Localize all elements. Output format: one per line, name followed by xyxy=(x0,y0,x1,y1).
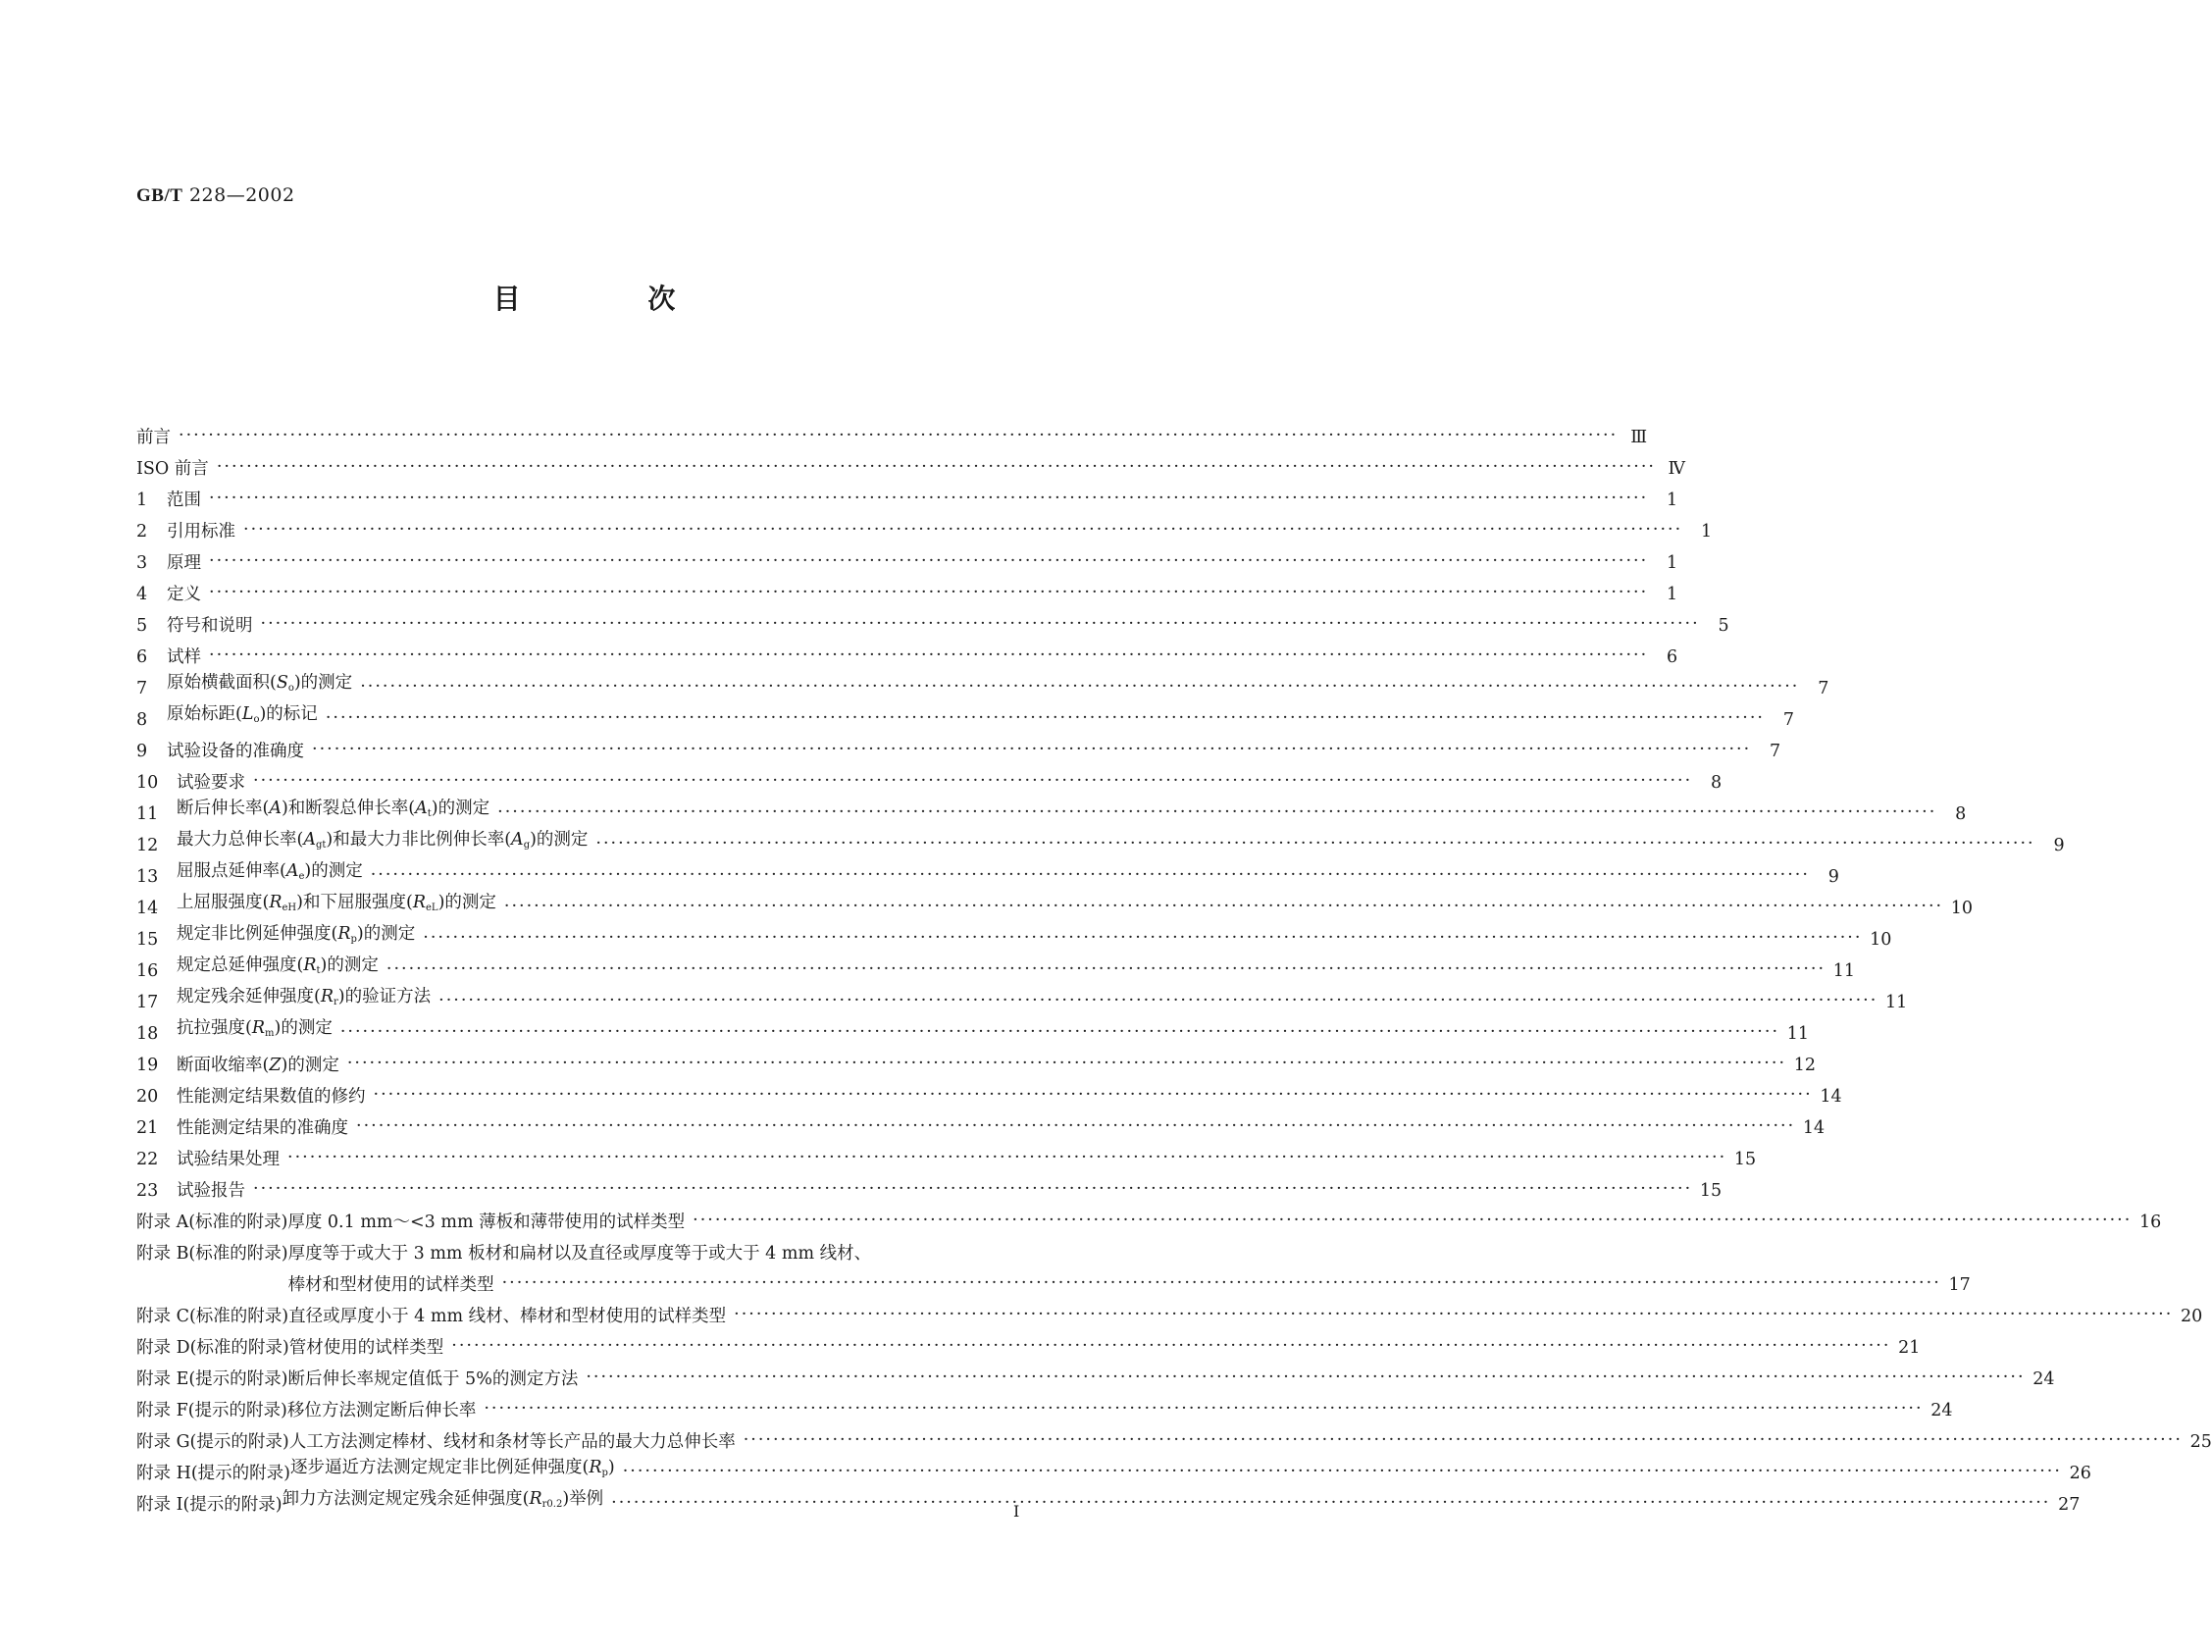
section-number: 4 xyxy=(136,585,148,604)
entry-text: 试样 xyxy=(167,647,201,667)
entry-text: 卸力方法测定规定残余延伸强度( xyxy=(282,1489,530,1509)
toc-entry[interactable] xyxy=(136,1081,1842,1112)
toc-entry[interactable] xyxy=(136,704,1794,736)
annex-title-line1: 厚度等于或大于 3 mm 板材和扁材以及直径或厚度等于或大于 4 mm 线材、 xyxy=(287,1244,872,1264)
annex-entry[interactable] xyxy=(136,1489,2081,1521)
annex-entry[interactable] xyxy=(136,1364,2055,1395)
page-ref: 1 xyxy=(1667,553,1678,573)
annex-entry[interactable] xyxy=(136,1301,2203,1332)
section-number: 3 xyxy=(136,553,148,573)
annex-label: 附录 D(标准的附录) xyxy=(136,1338,289,1358)
section-title xyxy=(167,547,201,579)
entry-text: 前言 xyxy=(136,428,171,447)
page-ref: 14 xyxy=(1820,1087,1842,1107)
page-ref: 10 xyxy=(1950,899,1974,918)
section-title xyxy=(177,1012,333,1050)
toc-entry[interactable] xyxy=(136,453,1685,485)
symbol-subscript: g xyxy=(523,840,531,851)
annex-title xyxy=(288,1301,726,1332)
entry-text: ) xyxy=(607,1458,615,1477)
dot-leader xyxy=(217,451,1656,483)
section-title xyxy=(167,485,201,516)
toc-entry[interactable] xyxy=(136,736,1781,767)
toc-entry[interactable] xyxy=(136,422,1648,453)
annex-label: 附录 E(提示的附录) xyxy=(136,1369,288,1389)
dot-leader xyxy=(371,859,1810,891)
symbol-subscript: o xyxy=(287,683,294,694)
section-number: 19 xyxy=(136,1056,159,1075)
entry-text: )的测定 xyxy=(437,893,496,912)
entry-text: 逐步逼近方法测定规定非比例延伸强度( xyxy=(289,1458,590,1477)
section-number: 18 xyxy=(136,1024,159,1044)
dot-leader xyxy=(326,702,1765,734)
entry-text: 屈服点延伸率( xyxy=(177,861,286,881)
dot-leader xyxy=(253,1173,1692,1205)
symbol-subscript: p xyxy=(350,934,357,945)
section-number: 20 xyxy=(136,1087,159,1107)
entry-text: )的测定 xyxy=(356,924,416,944)
entry-text: )的验证方法 xyxy=(337,987,432,1007)
section-title xyxy=(167,579,201,610)
annex-label: 附录 G(提示的附录) xyxy=(136,1432,289,1452)
symbol-subscript: t xyxy=(316,965,321,976)
symbol: R xyxy=(303,955,317,975)
page-ref: 14 xyxy=(1802,1118,1826,1138)
entry-text: )和最大力非比例伸长率( xyxy=(326,830,512,850)
symbol: S xyxy=(276,673,288,693)
entry-text: 规定残余延伸强度( xyxy=(177,987,321,1007)
symbol: A xyxy=(415,799,428,818)
dot-leader xyxy=(693,1205,2132,1236)
dot-leader xyxy=(243,514,1682,545)
page-ref: 21 xyxy=(1898,1338,1921,1358)
dot-leader xyxy=(502,1267,1941,1299)
dot-leader xyxy=(611,1487,2050,1519)
dot-leader xyxy=(347,1048,1786,1079)
entry-text: 原始标距( xyxy=(167,704,242,724)
annex-title-line2-row xyxy=(288,1269,1971,1301)
annex-title xyxy=(288,1364,579,1395)
dot-leader xyxy=(340,1016,1779,1048)
page-ref: Ⅲ xyxy=(1630,428,1648,447)
section-number: 5 xyxy=(136,616,148,636)
section-title xyxy=(167,610,253,642)
dot-leader xyxy=(497,797,1936,828)
page-ref: 8 xyxy=(1711,773,1723,793)
entry-text: 断面收缩率( xyxy=(177,1056,270,1075)
annex-title-line2: 棒材和型材使用的试样类型 xyxy=(287,1275,494,1295)
section-number: 8 xyxy=(136,710,148,730)
symbol: Z xyxy=(269,1056,282,1075)
entry-text: ISO 前言 xyxy=(136,459,209,479)
entry-text: 试验报告 xyxy=(177,1181,245,1201)
section-number: 23 xyxy=(136,1181,159,1201)
dot-leader xyxy=(504,891,1943,922)
annex-label: 附录 C(标准的附录) xyxy=(136,1307,289,1326)
table-of-contents xyxy=(136,422,2212,1521)
dot-leader xyxy=(484,1393,1923,1424)
entry-text: 直径或厚度小于 4 mm 线材、棒材和型材使用的试样类型 xyxy=(288,1307,727,1326)
entry-text: 规定非比例延伸强度( xyxy=(177,924,338,944)
page-ref: 11 xyxy=(1832,961,1856,981)
section-number: 6 xyxy=(136,647,148,667)
toc-entry[interactable] xyxy=(136,579,1678,610)
toc-entry[interactable] xyxy=(136,1050,1817,1081)
page-ref: 20 xyxy=(2181,1307,2203,1326)
page-ref: 1 xyxy=(1667,585,1678,604)
symbol: A xyxy=(269,799,282,818)
symbol-subscript: gt xyxy=(315,840,327,851)
section-title xyxy=(167,698,318,736)
page-ref: 24 xyxy=(2032,1369,2055,1389)
entry-text: 规定总延伸强度( xyxy=(177,955,304,975)
section-title xyxy=(177,1081,366,1112)
entry-text: 原理 xyxy=(167,553,201,573)
annex-label: 附录 A(标准的附录) xyxy=(136,1213,288,1232)
annex-title xyxy=(287,1395,477,1426)
annex-entry[interactable] xyxy=(136,1238,1971,1301)
dot-leader xyxy=(209,577,1648,608)
symbol-subscript: t xyxy=(427,808,432,819)
page-ref: 17 xyxy=(1948,1275,1971,1295)
toc-entry[interactable] xyxy=(136,642,1678,673)
entry-text: 抗拉强度( xyxy=(177,1018,252,1038)
dot-leader xyxy=(209,640,1648,671)
dot-leader xyxy=(586,1362,2025,1393)
annex-label: 附录 F(提示的附录) xyxy=(136,1401,287,1420)
section-number: 16 xyxy=(136,961,159,981)
symbol-subscript: p xyxy=(601,1468,608,1478)
symbol: R xyxy=(589,1458,602,1477)
page-ref: 24 xyxy=(1930,1401,1953,1420)
symbol-subscript: eL xyxy=(426,903,438,913)
annex-entry[interactable] xyxy=(136,1332,1921,1364)
entry-text: )的测定 xyxy=(293,673,353,693)
section-number: 1 xyxy=(136,490,148,510)
dot-leader xyxy=(312,734,1751,765)
annex-title xyxy=(289,1332,444,1364)
dot-leader xyxy=(287,1142,1726,1173)
page-ref: 5 xyxy=(1718,616,1729,636)
entry-text: )和下屈服强度( xyxy=(296,893,413,912)
entry-text: 上屈服强度( xyxy=(177,893,270,912)
symbol: A xyxy=(303,830,316,850)
page-ref: 11 xyxy=(1786,1024,1810,1044)
toc-entry[interactable] xyxy=(136,547,1678,579)
section-title xyxy=(177,1112,348,1144)
symbol-subscript: eH xyxy=(282,903,297,913)
page-ref: 15 xyxy=(1699,1181,1723,1201)
section-title xyxy=(167,516,235,547)
entry-text: 断后伸长率规定值低于 5%的测定方法 xyxy=(287,1369,579,1389)
section-number: 9 xyxy=(136,742,148,761)
section-title xyxy=(167,736,304,767)
section-number: 12 xyxy=(136,836,159,855)
page-ref: 15 xyxy=(1733,1150,1757,1169)
page-ref: 16 xyxy=(2139,1213,2162,1232)
symbol: R xyxy=(529,1489,542,1509)
section-number: 22 xyxy=(136,1150,159,1169)
section-number: 13 xyxy=(136,867,159,887)
entry-text: 性能测定结果的准确度 xyxy=(177,1118,348,1138)
dot-leader xyxy=(744,1424,2183,1456)
symbol: R xyxy=(251,1018,266,1038)
symbol-subscript: m xyxy=(265,1028,275,1039)
page-ref: 1 xyxy=(1701,522,1713,542)
dot-leader xyxy=(356,1110,1795,1142)
symbol: L xyxy=(241,704,254,724)
page-ref: 9 xyxy=(2053,836,2065,855)
entry-text: )举例 xyxy=(562,1489,604,1509)
dot-leader xyxy=(451,1330,1890,1362)
section-number: 21 xyxy=(136,1118,159,1138)
symbol: A xyxy=(285,861,299,881)
dot-leader xyxy=(261,608,1700,640)
section-title xyxy=(136,422,171,453)
toc-entry[interactable] xyxy=(136,767,1723,799)
section-number: 15 xyxy=(136,930,159,950)
annex-title xyxy=(287,1207,685,1238)
symbol: R xyxy=(320,987,334,1007)
dot-leader xyxy=(595,828,2034,859)
entry-text: 断后伸长率( xyxy=(177,799,270,818)
annex-title-block xyxy=(288,1238,1971,1301)
dot-leader xyxy=(734,1299,2173,1330)
entry-text: )的标记 xyxy=(259,704,318,724)
dot-leader xyxy=(623,1456,2062,1487)
page-ref: 26 xyxy=(2069,1464,2091,1483)
entry-text: 引用标准 xyxy=(167,522,235,542)
page-ref: 11 xyxy=(1885,993,1908,1012)
section-title xyxy=(177,1144,280,1175)
entry-text: )的测定 xyxy=(530,830,589,850)
dot-leader xyxy=(253,765,1692,797)
section-number: 14 xyxy=(136,899,159,918)
entry-text: 试验要求 xyxy=(177,773,245,793)
section-number: 11 xyxy=(136,804,159,824)
page-ref: 8 xyxy=(1955,804,1967,824)
dot-leader xyxy=(438,985,1878,1016)
symbol: A xyxy=(511,830,524,850)
page-number: I xyxy=(1013,1502,1020,1521)
standard-code xyxy=(136,184,295,207)
section-title xyxy=(177,1175,245,1207)
annex-entry[interactable] xyxy=(136,1207,2162,1238)
entry-text: )的测定 xyxy=(304,861,363,881)
entry-text: 性能测定结果数值的修约 xyxy=(177,1087,366,1107)
entry-text: 定义 xyxy=(167,585,201,604)
symbol-subscript: r0.2 xyxy=(541,1499,563,1510)
dot-leader xyxy=(209,545,1648,577)
toc-entry[interactable] xyxy=(136,610,1729,642)
standard-code-number: 228—2002 xyxy=(188,184,295,206)
page-ref: Ⅳ xyxy=(1668,459,1685,479)
annex-entry[interactable] xyxy=(136,1395,1953,1426)
annex-label: 附录 I(提示的附录) xyxy=(136,1495,283,1515)
symbol-subscript: o xyxy=(253,714,260,725)
dot-leader xyxy=(360,671,1799,702)
page-ref: 9 xyxy=(1827,867,1839,887)
dot-leader xyxy=(423,922,1862,954)
entry-text: 最大力总伸长率( xyxy=(177,830,304,850)
standard-code-prefix: GB/T xyxy=(136,185,183,206)
entry-text: 范围 xyxy=(167,490,201,510)
section-number: 10 xyxy=(136,773,159,793)
entry-text: 试验设备的准确度 xyxy=(167,742,304,761)
page-ref: 10 xyxy=(1870,930,1892,950)
entry-text: )的测定 xyxy=(431,799,490,818)
entry-text: )和断裂总伸长率( xyxy=(281,799,416,818)
symbol: R xyxy=(269,893,283,912)
dot-leader xyxy=(374,1079,1813,1110)
toc-entry[interactable] xyxy=(136,1144,1757,1175)
symbol-subscript: e xyxy=(298,871,305,882)
toc-entry[interactable] xyxy=(136,1112,1826,1144)
page-ref: 25 xyxy=(2189,1432,2212,1452)
entry-text: 人工方法测定棒材、线材和条材等长产品的最大力总伸长率 xyxy=(288,1432,736,1452)
dot-leader xyxy=(179,420,1618,451)
page-ref: 7 xyxy=(1782,710,1794,730)
entry-text: 试验结果处理 xyxy=(177,1150,280,1169)
dot-leader xyxy=(386,954,1826,985)
page-title: 目 次 xyxy=(492,283,735,315)
section-title xyxy=(177,1050,339,1081)
entry-text: )的测定 xyxy=(320,955,379,975)
entry-text: 原始横截面积( xyxy=(167,673,277,693)
annex-label: 附录 H(提示的附录) xyxy=(136,1464,290,1483)
entry-text: )的测定 xyxy=(274,1018,333,1038)
entry-text: 厚度 0.1 mm～<3 mm 薄板和薄带使用的试样类型 xyxy=(287,1213,686,1232)
dot-leader xyxy=(209,483,1648,514)
annex-label: 附录 B(标准的附录) xyxy=(136,1244,288,1264)
symbol: R xyxy=(337,924,351,944)
symbol-subscript: r xyxy=(334,997,338,1007)
section-title xyxy=(136,453,209,485)
toc-entry[interactable] xyxy=(136,516,1713,547)
entry-text: )的测定 xyxy=(281,1056,339,1075)
section-number: 2 xyxy=(136,522,148,542)
section-number: 7 xyxy=(136,679,148,698)
page-ref: 1 xyxy=(1667,490,1678,510)
symbol: R xyxy=(412,893,426,912)
toc-entry[interactable] xyxy=(136,1175,1723,1207)
toc-entry[interactable] xyxy=(136,485,1678,516)
entry-text: 管材使用的试样类型 xyxy=(288,1338,444,1358)
page-ref: 6 xyxy=(1667,647,1678,667)
section-number: 17 xyxy=(136,993,159,1012)
page-ref: 7 xyxy=(1770,742,1781,761)
page-ref: 12 xyxy=(1793,1056,1817,1075)
entry-text: 移位方法测定断后伸长率 xyxy=(286,1401,477,1420)
entry-text: 符号和说明 xyxy=(167,616,253,636)
page-ref: 27 xyxy=(2058,1495,2081,1515)
toc-entry[interactable] xyxy=(136,1018,1810,1050)
annex-title xyxy=(283,1483,604,1521)
page-ref: 7 xyxy=(1818,679,1829,698)
